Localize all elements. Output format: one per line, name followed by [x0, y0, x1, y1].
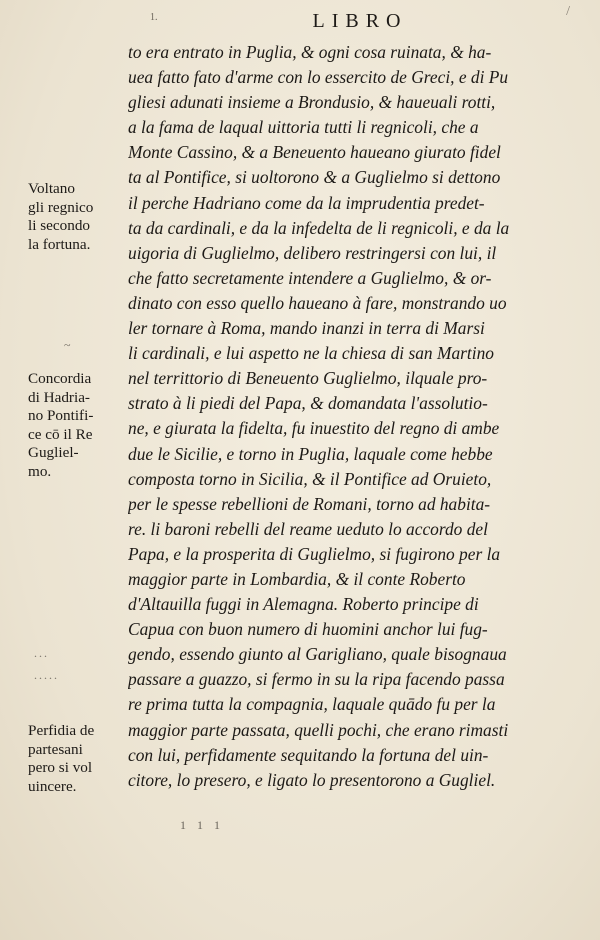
text-line: re. li baroni rebelli del reame ueduto lo accordo del: [128, 518, 488, 539]
text-line: ler tornare à Roma, mando inanzi in terra di Marsi: [128, 318, 485, 339]
text-line: ta al Pontifice, si uoltorono & a Guglielmo si dettono: [128, 167, 501, 188]
text-line: ne, e giurata la fidelta, fu inuestito del regno di ambe: [128, 418, 500, 439]
text-line: strato à li piedi del Papa, & domandata l'assolutio-: [128, 393, 488, 414]
text-line: maggior parte in Lombardia, & il conte Roberto: [128, 568, 466, 589]
text-line: due le Sicilie, e torno in Puglia, laquale come hebbe: [128, 443, 493, 464]
text-line: il perche Hadriano come da la imprudentia predet-: [128, 192, 485, 213]
text-line: d'Altauilla fuggi in Alemagna. Roberto principe di: [128, 594, 479, 615]
text-line: per le spesse rebellioni de Romani, torno ad habita-: [128, 493, 491, 514]
text-line: Monte Cassino, & a Beneuento haueano giurato fidel: [128, 142, 501, 163]
margin-smudge: .....: [34, 668, 59, 682]
text-line: passare a guazzo, si fermo in su la ripa facendo passa: [128, 669, 505, 690]
text-line: dinato con esso quello haueano à fare, monstrando uo: [128, 292, 507, 313]
text-line: composta torno in Sicilia, & il Pontifice ad Oruieto,: [128, 468, 492, 489]
margin-smudge: ...: [34, 646, 49, 660]
text-line: citore, lo presero, e ligato lo presentorono a Gugliel.: [128, 769, 496, 790]
bottom-mark: 1 1 1: [180, 818, 224, 832]
text-line: to era entrato in Puglia, & ogni cosa ruinata, & ha-: [128, 42, 492, 62]
text-line: Papa, e la prosperita di Guglielmo, si fugirono per la: [128, 543, 501, 564]
text-line: ta da cardinali, e da la infedelta de li regnicoli, e da la: [128, 217, 510, 238]
running-head: LIBRO: [312, 10, 408, 32]
text-line: li cardinali, e lui aspetto ne la chiesa di san Martino: [128, 343, 494, 364]
text-line: che fatto secretamente intendere a Guglielmo, & or-: [128, 267, 492, 288]
marginal-note-perfidia: Perfidia de partesani pero si vol uincere.: [28, 722, 95, 795]
text-line: uigoria di Guglielmo, delibero restringersi con lui, il: [128, 242, 497, 263]
text-line: maggior parte passata, quelli pochi, che erano rimasti: [128, 719, 509, 740]
folio-mark: 1.: [150, 12, 158, 23]
corner-mark: /: [566, 4, 570, 19]
text-line: uea fatto fato d'arme con lo essercito de Greci, e di Pu: [128, 67, 509, 88]
text-line: a la fama de laqual uittoria tutti li regnicoli, che a: [128, 117, 479, 138]
text-line: gliesi adunati insieme a Brondusio, & haueuali rotti,: [128, 92, 496, 113]
text-line: gendo, essendo giunto al Garigliano, quale bisognaua: [128, 644, 507, 665]
text-line: con lui, perfidamente sequitando la fortuna del uin-: [128, 744, 489, 765]
text-line: nel territtorio di Beneuento Guglielmo, ilquale pro-: [128, 368, 488, 389]
text-line: re prima tutta la compagnia, laquale quādo fu per la: [128, 694, 496, 715]
marginal-note-concordia: Concordia di Hadria- no Pontifi- ce cō il Re Gugliel- mo.: [28, 370, 94, 480]
marginal-note-fortuna: Voltano gli regnico li secondo la fortuna.: [28, 180, 94, 253]
margin-smudge: ~: [64, 338, 73, 352]
main-text-block: [128, 40, 568, 793]
text-line: Capua con buon numero di huomini anchor lui fug-: [128, 619, 488, 640]
